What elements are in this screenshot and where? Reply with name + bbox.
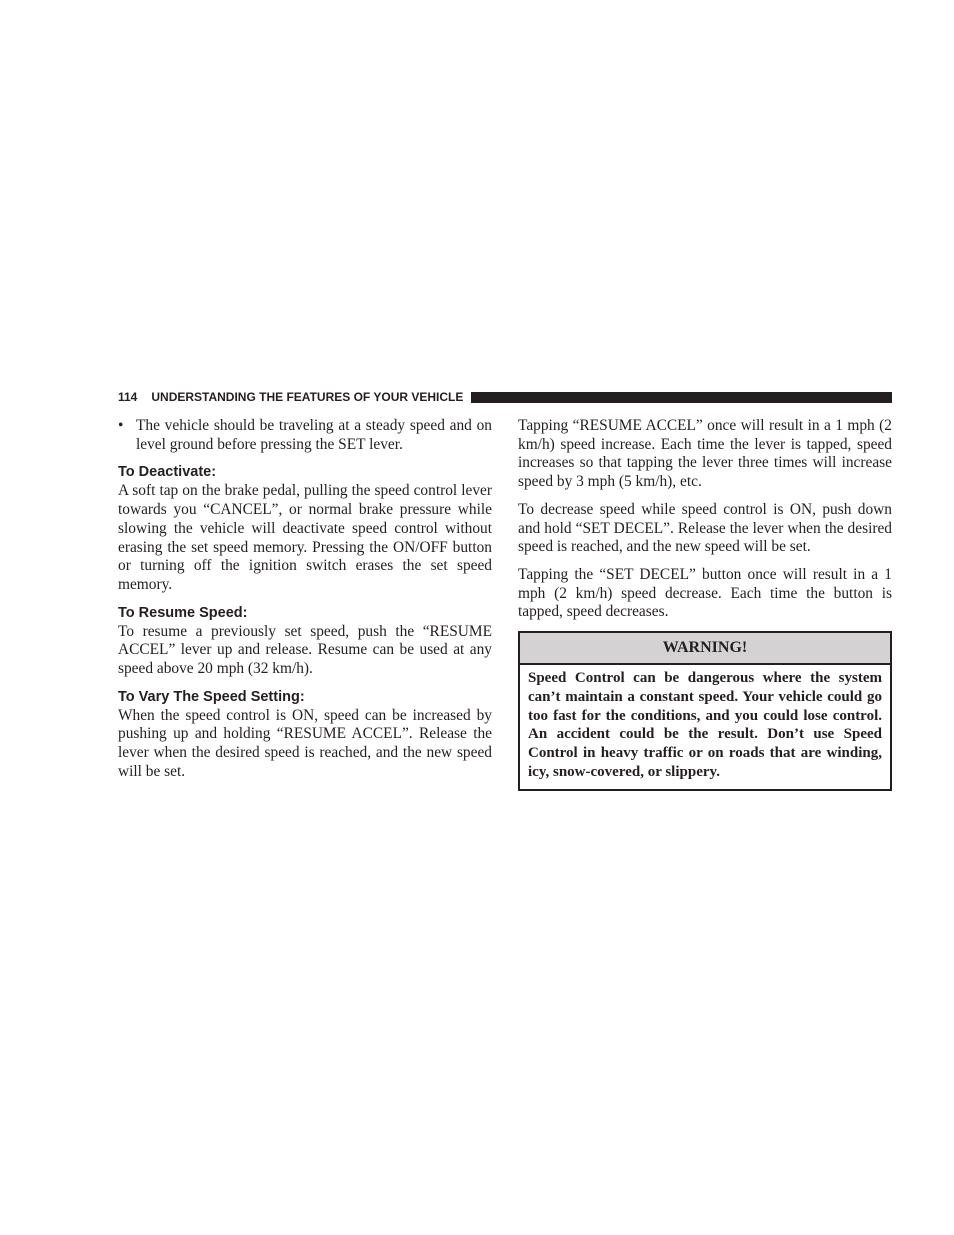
- page-number: 114: [118, 390, 138, 404]
- vary-body: When the speed control is ON, speed can be increased by pushing up and holding “RESUME ACCEL”. Release the lever when the desired speed is reached, and the new speed will be set.: [118, 706, 492, 780]
- left-column: [118, 417, 492, 782]
- header-rule: [471, 392, 892, 403]
- resume-accel-paragraph: Tapping “RESUME ACCEL” once will result in a 1 mph (2 km/h) speed increase. Each time the lever is tapped, speed increases so that tapping the lever three times will increase speed by 3 mph (5 km/h), etc.: [518, 417, 892, 491]
- warning-box: [518, 631, 892, 791]
- decrease-speed-paragraph: To decrease speed while speed control is ON, push down and hold “SET DECEL”. Release the lever when the desired speed is reached, and the new speed will be set.: [518, 500, 892, 556]
- warning-body: Speed Control can be dangerous where the system can’t maintain a constant speed. Your vehicle could go too fast for the conditions, and you could lose control. An accident could be the result. Don’t use Speed Control in heavy traffic or on roads that are winding, icy, snow-covered, or slippery.: [528, 670, 882, 781]
- bullet-item: [118, 417, 492, 454]
- right-column: [518, 417, 892, 791]
- resume-body: To resume a previously set speed, push the “RESUME ACCEL” lever up and release. Resume can be used at any speed above 20 mph (32 km/h).: [118, 622, 492, 678]
- bullet-text: The vehicle should be traveling at a steady speed and on level ground before pressing the SET lever.: [136, 417, 492, 453]
- warning-title: WARNING!: [520, 633, 890, 665]
- bullet-icon: •: [118, 417, 124, 434]
- resume-heading: To Resume Speed:: [118, 604, 248, 621]
- set-decel-paragraph: Tapping the “SET DECEL” button once will result in a 1 mph (2 km/h) speed decrease. Each time the button is tapped, speed decreases.: [518, 565, 892, 621]
- deactivate-body: A soft tap on the brake pedal, pulling the speed control lever towards you “CANCEL”, or normal brake pressure while slowing the vehicle will deactivate speed control without erasing the set speed memory. Pressing the ON/OFF button or turning off the ignition switch erases the set speed memory.: [118, 482, 492, 593]
- page-header: [118, 390, 892, 404]
- deactivate-heading: To Deactivate:: [118, 464, 217, 481]
- vary-heading: To Vary The Speed Setting:: [118, 688, 305, 705]
- section-title: UNDERSTANDING THE FEATURES OF YOUR VEHICLE: [151, 390, 464, 404]
